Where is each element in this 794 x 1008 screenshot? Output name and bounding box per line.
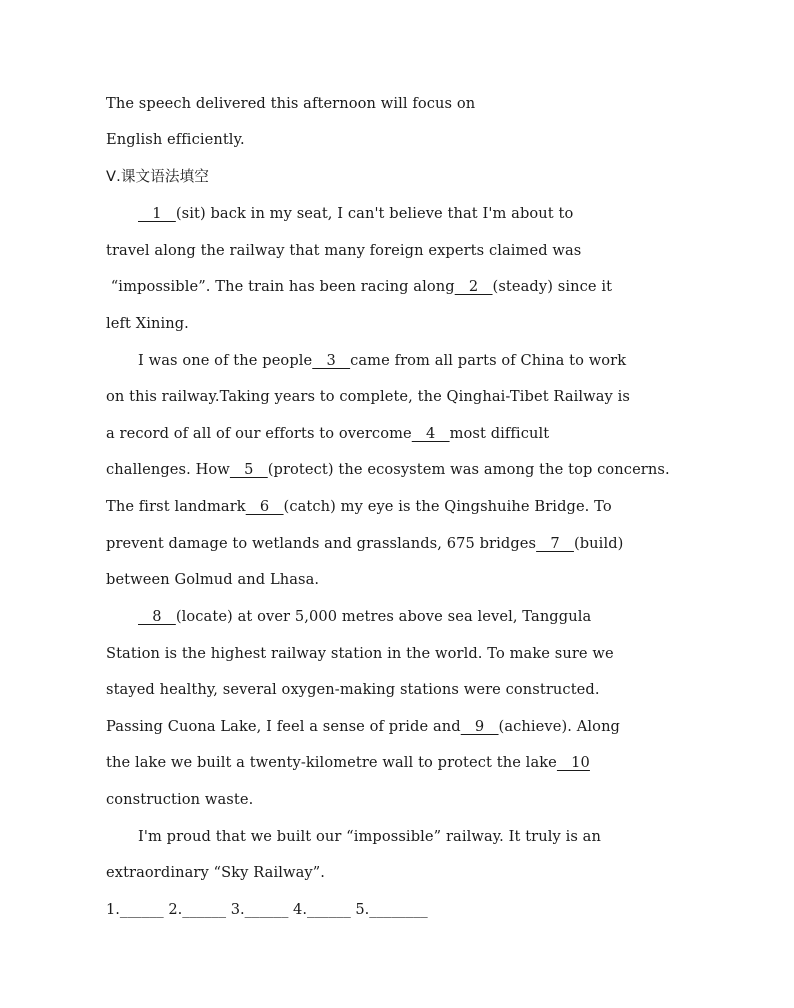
p3-line-1 [138, 607, 591, 627]
answer-blanks[interactable]: 1.______ 2.______ 3.______ 4.______ 5.________ [106, 901, 428, 918]
p1-line-2: travel along the railway that many foreign experts claimed was [106, 242, 582, 259]
blank-10[interactable]: 10 [556, 754, 590, 771]
p2-line-4-text-b: (protect) the ecosystem was among the top concerns. [267, 461, 670, 478]
section-heading: Ⅴ.课文语法填空 [106, 168, 209, 185]
intro-line-1: The speech delivered this afternoon will focus on [106, 95, 476, 112]
p2-line-6-text-b: (build) [573, 535, 624, 552]
blank-1[interactable]: 1 [138, 205, 176, 222]
p2-line-5-text-b: (catch) my eye is the Qingshuihe Bridge. To [283, 498, 612, 515]
blank-7[interactable]: 7 [536, 535, 574, 552]
p4-line-2: extraordinary “Sky Railway”. [106, 864, 326, 881]
blank-2[interactable]: 2 [454, 278, 493, 295]
p2-line-4-text-a: challenges. How [106, 461, 230, 478]
p1-line-4: left Xining. [106, 315, 189, 332]
p1-line-3-text-a: “impossible”. The train has been racing along [106, 278, 455, 295]
p2-line-7: between Golmud and Lhasa. [106, 571, 320, 588]
blank-6[interactable]: 6 [245, 498, 284, 515]
p2-line-4 [106, 460, 670, 480]
blank-3[interactable]: 3 [312, 352, 351, 369]
p3-line-4-text-b: (achieve). Along [498, 718, 621, 735]
blank-4[interactable]: 4 [411, 425, 450, 442]
p3-line-4 [106, 717, 620, 737]
blank-5[interactable]: 5 [229, 461, 268, 478]
p1-line-1-text: (sit) back in my seat, I can't believe that I'm about to [175, 205, 574, 222]
p1-line-3-text-b: (steady) since it [492, 278, 613, 295]
blank-8[interactable]: 8 [138, 608, 176, 625]
p3-line-5 [106, 753, 590, 773]
p2-line-5 [106, 497, 612, 517]
p3-line-2: Station is the highest railway station in the world. To make sure we [106, 645, 614, 662]
p2-line-1-text-b: came from all parts of China to work [350, 352, 627, 369]
p3-line-4-text-a: Passing Cuona Lake, I feel a sense of pride and [106, 718, 461, 735]
blank-9[interactable]: 9 [460, 718, 499, 735]
intro-line-2: English efficiently. [106, 131, 245, 148]
p2-line-5-text-a: The first landmark [106, 498, 246, 515]
p2-line-1 [138, 351, 626, 371]
p4-line-1: I'm proud that we built our “impossible” railway. It truly is an [138, 828, 601, 845]
p3-line-1-text: (locate) at over 5,000 metres above sea level, Tanggula [175, 608, 592, 625]
p3-line-5-text-a: the lake we built a twenty-kilometre wall to protect the lake [106, 754, 557, 771]
p2-line-3-text-a: a record of all of our efforts to overcome [106, 425, 412, 442]
p2-line-6 [106, 534, 623, 554]
p2-line-3-text-b: most difficult [449, 425, 550, 442]
p2-line-2: on this railway.Taking years to complete, the Qinghai-Tibet Railway is [106, 388, 630, 405]
p3-line-3: stayed healthy, several oxygen-making stations were constructed. [106, 681, 600, 698]
p1-line-3 [106, 277, 612, 297]
p1-line-1 [138, 204, 573, 224]
p2-line-1-text-a: I was one of the people [138, 352, 313, 369]
p3-line-6: construction waste. [106, 791, 254, 808]
p2-line-3 [106, 424, 549, 444]
p2-line-6-text-a: prevent damage to wetlands and grasslands, 675 bridges [106, 535, 537, 552]
